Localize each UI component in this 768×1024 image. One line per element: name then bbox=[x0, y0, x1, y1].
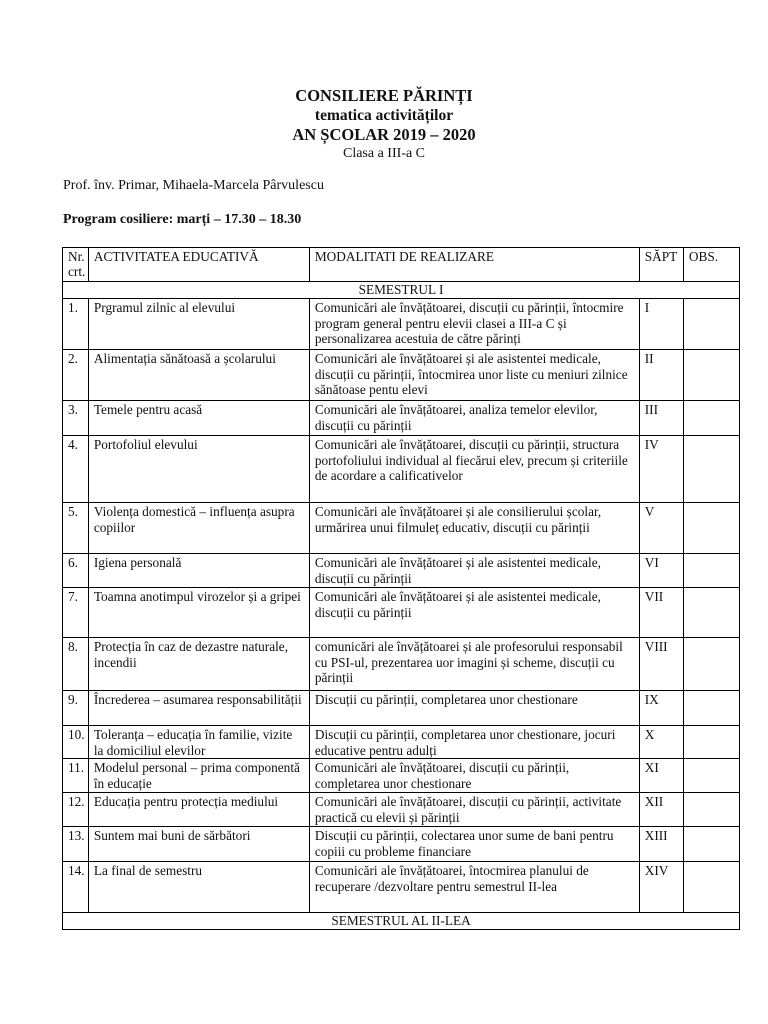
cell-nr: 3. bbox=[63, 401, 89, 436]
cell-method: Comunicări ale învățătoarei și ale asistentei medicale, discuții cu părinții bbox=[309, 588, 639, 638]
table-header-row bbox=[63, 248, 740, 282]
cell-week: VII bbox=[639, 588, 683, 638]
cell-method: Discuții cu părinții, colectarea unor sume de bani pentru copiii cu probleme financiare bbox=[309, 827, 639, 862]
cell-week: IX bbox=[639, 691, 683, 726]
cell-method: Comunicări ale învățătoarei și ale asistentei medicale, discuții cu părinții bbox=[309, 554, 639, 588]
table-row bbox=[63, 588, 740, 638]
cell-activity: Portofoliul elevului bbox=[88, 436, 309, 503]
table-row bbox=[63, 503, 740, 554]
cell-method: Comunicări ale învățătoarei și ale asistentei medicale, discuții cu părinții, întocmirea unor liste cu meniuri zilnice sănătoase pentu elevi bbox=[309, 350, 639, 401]
cell-obs bbox=[683, 588, 739, 638]
cell-activity: Temele pentru acasă bbox=[88, 401, 309, 436]
cell-activity: La final de semestru bbox=[88, 862, 309, 913]
cell-week: III bbox=[639, 401, 683, 436]
cell-method: Discuții cu părinții, completarea unor chestionare, jocuri educative pentru adulți bbox=[309, 726, 639, 759]
cell-week: X bbox=[639, 726, 683, 759]
cell-activity: Suntem mai buni de sărbători bbox=[88, 827, 309, 862]
table-row bbox=[63, 827, 740, 862]
cell-activity: Violența domestică – influența asupra copiilor bbox=[88, 503, 309, 554]
teacher-name: Prof. înv. Primar, Mihaela-Marcela Pârvulescu bbox=[63, 178, 324, 193]
cell-nr: 11. bbox=[63, 759, 89, 793]
cell-nr: 2. bbox=[63, 350, 89, 401]
cell-week: VI bbox=[639, 554, 683, 588]
cell-obs bbox=[683, 862, 739, 913]
table-row bbox=[63, 726, 740, 759]
cell-week: VIII bbox=[639, 638, 683, 691]
table-row bbox=[63, 554, 740, 588]
cell-activity: Protecția în caz de dezastre naturale, incendii bbox=[88, 638, 309, 691]
document-title: CONSILIERE PĂRINȚI bbox=[295, 86, 473, 105]
class-label: Clasa a III-a C bbox=[342, 146, 426, 161]
cell-week: I bbox=[639, 299, 683, 350]
cell-obs bbox=[683, 554, 739, 588]
title-block bbox=[0, 86, 768, 163]
cell-nr: 5. bbox=[63, 503, 89, 554]
cell-obs bbox=[683, 350, 739, 401]
table-row bbox=[63, 299, 740, 350]
cell-activity: Prgramul zilnic al elevului bbox=[88, 299, 309, 350]
header-week: SĂPT bbox=[639, 248, 683, 282]
cell-activity: Educația pentru protecția mediului bbox=[88, 793, 309, 827]
header-activity: ACTIVITATEA EDUCATIVĂ bbox=[88, 248, 309, 282]
activities-table bbox=[62, 247, 740, 930]
cell-nr: 9. bbox=[63, 691, 89, 726]
cell-nr: 4. bbox=[63, 436, 89, 503]
cell-nr: 7. bbox=[63, 588, 89, 638]
table-row bbox=[63, 401, 740, 436]
cell-activity: Toamna anotimpul virozelor și a gripei bbox=[88, 588, 309, 638]
cell-week: V bbox=[639, 503, 683, 554]
table-row bbox=[63, 638, 740, 691]
program-schedule: Program cosiliere: marți – 17.30 – 18.30 bbox=[63, 212, 302, 227]
table-row bbox=[63, 350, 740, 401]
cell-nr: 14. bbox=[63, 862, 89, 913]
header-method: MODALITATI DE REALIZARE bbox=[309, 248, 639, 282]
cell-method: Comunicări ale învățătoarei, discuții cu părinții, întocmire program general pentru elevii clasei a III-a C și personalizarea acestuia de către părinți bbox=[309, 299, 639, 350]
cell-method: Discuții cu părinții, completarea unor chestionare bbox=[309, 691, 639, 726]
school-year: AN ȘCOLAR 2019 – 2020 bbox=[292, 125, 476, 144]
cell-activity: Toleranța – educația în familie, vizite la domiciliul elevilor bbox=[88, 726, 309, 759]
semester-2-label: SEMESTRUL AL II-LEA bbox=[63, 913, 740, 930]
cell-nr: 6. bbox=[63, 554, 89, 588]
cell-week: IV bbox=[639, 436, 683, 503]
cell-method: Comunicări ale învățătoarei, discuții cu părinții, completarea unor chestionare bbox=[309, 759, 639, 793]
cell-obs bbox=[683, 436, 739, 503]
cell-method: Comunicări ale învățătoarei, discuții cu părinții, activitate practică cu elevii și părinții bbox=[309, 793, 639, 827]
cell-week: XIV bbox=[639, 862, 683, 913]
cell-nr: 13. bbox=[63, 827, 89, 862]
cell-nr: 8. bbox=[63, 638, 89, 691]
cell-obs bbox=[683, 691, 739, 726]
header-nr: Nr. crt. bbox=[63, 248, 89, 282]
cell-method: comunicări ale învățătoarei și ale profesorului responsabil cu PSI-ul, prezentarea uor imagini și scheme, discuții cu părinții bbox=[309, 638, 639, 691]
cell-method: Comunicări ale învățătoarei, analiza temelor elevilor, discuții cu părinții bbox=[309, 401, 639, 436]
cell-nr: 10. bbox=[63, 726, 89, 759]
cell-week: XII bbox=[639, 793, 683, 827]
document-subtitle: tematica activităților bbox=[314, 107, 454, 124]
cell-week: XIII bbox=[639, 827, 683, 862]
cell-nr: 12. bbox=[63, 793, 89, 827]
cell-obs bbox=[683, 503, 739, 554]
semester-1-label: SEMESTRUL I bbox=[63, 282, 740, 299]
cell-obs bbox=[683, 827, 739, 862]
table-row bbox=[63, 759, 740, 793]
cell-week: II bbox=[639, 350, 683, 401]
semester-row bbox=[63, 282, 740, 299]
cell-method: Comunicări ale învățătoarei, întocmirea planului de recuperare /dezvoltare pentru semestrul II-lea bbox=[309, 862, 639, 913]
cell-obs bbox=[683, 299, 739, 350]
table-row bbox=[63, 436, 740, 503]
cell-nr: 1. bbox=[63, 299, 89, 350]
cell-obs bbox=[683, 401, 739, 436]
cell-obs bbox=[683, 638, 739, 691]
cell-activity: Alimentația sănătoasă a școlarului bbox=[88, 350, 309, 401]
semester-row bbox=[63, 913, 740, 930]
table-row bbox=[63, 862, 740, 913]
table-row bbox=[63, 793, 740, 827]
table-row bbox=[63, 691, 740, 726]
cell-activity: Încrederea – asumarea responsabilității bbox=[88, 691, 309, 726]
cell-method: Comunicări ale învățătoarei și ale consilierului școlar, urmărirea unui filmuleț educativ, discuții cu părinții bbox=[309, 503, 639, 554]
cell-week: XI bbox=[639, 759, 683, 793]
header-obs: OBS. bbox=[683, 248, 739, 282]
cell-method: Comunicări ale învățătoarei, discuții cu părinții, structura portofoliului individual al fiecărui elev, precum și criteriile de acordare a calificativelor bbox=[309, 436, 639, 503]
cell-activity: Modelul personal – prima componentă în educație bbox=[88, 759, 309, 793]
cell-activity: Igiena personală bbox=[88, 554, 309, 588]
cell-obs bbox=[683, 726, 739, 759]
cell-obs bbox=[683, 759, 739, 793]
cell-obs bbox=[683, 793, 739, 827]
